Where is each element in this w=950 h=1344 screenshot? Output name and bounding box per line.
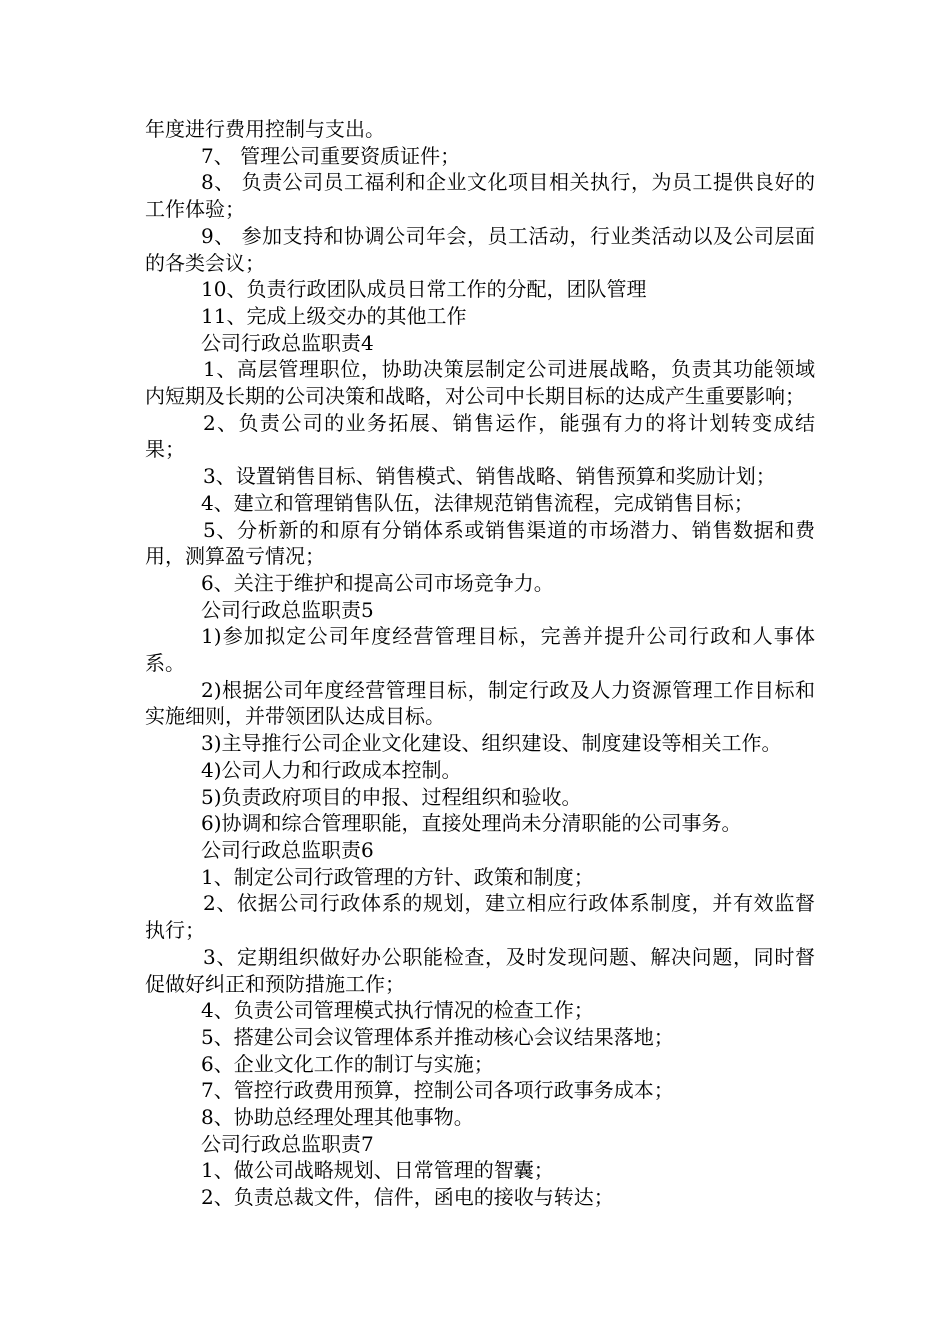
section-heading: 公司行政总监职责6 [201, 837, 374, 862]
list-item: 2、负责公司的业务拓展、销售运作，能强有力的将计划转变成结果； [145, 410, 815, 462]
list-item: 2、负责总裁文件，信件，函电的接收与转达； [201, 1185, 614, 1210]
list-item: 4、负责公司管理模式执行情况的检查工作； [201, 998, 594, 1023]
list-item: 8、协助总经理处理其他事物。 [201, 1105, 474, 1130]
list-item: 4)公司人力和行政成本控制。 [201, 757, 462, 782]
document-body [145, 116, 815, 1211]
list-item: 4、建立和管理销售队伍，法律规范销售流程，完成销售目标； [201, 490, 754, 515]
list-item: 10、负责行政团队成员日常工作的分配，团队管理 [201, 277, 647, 302]
list-item: 11、完成上级交办的其他工作 [201, 303, 467, 328]
list-item: 5、搭建公司会议管理体系并推动核心会议结果落地； [201, 1024, 674, 1049]
section-heading: 公司行政总监职责7 [201, 1131, 374, 1156]
list-item: 1、制定公司行政管理的方针、政策和制度； [201, 864, 594, 889]
list-item: 9、 参加支持和协调公司年会，员工活动，行业类活动以及公司层面的各类会议； [145, 223, 815, 275]
list-item: 5、分析新的和原有分销体系或销售渠道的市场潜力、销售数据和费用，测算盈亏情况； [145, 517, 815, 569]
list-item: 6、企业文化工作的制订与实施； [201, 1051, 494, 1076]
section-heading: 公司行政总监职责4 [201, 330, 374, 355]
list-item: 7、 管理公司重要资质证件； [201, 143, 461, 168]
list-item: 2)根据公司年度经营管理目标，制定行政及人力资源管理工作目标和实施细则，并带领团队达成目标。 [145, 677, 815, 729]
list-item: 2、依据公司行政体系的规划，建立相应行政体系制度，并有效监督执行； [145, 891, 815, 943]
list-item: 8、 负责公司员工福利和企业文化项目相关执行，为员工提供良好的工作体验； [145, 170, 815, 222]
list-item: 1、高层管理职位，协助决策层制定公司进展战略，负责其功能领域内短期及长期的公司决策和战略，对公司中长期目标的达成产生重要影响； [145, 357, 815, 409]
list-item: 3、设置销售目标、销售模式、销售战略、销售预算和奖励计划； [203, 464, 776, 489]
section-heading: 公司行政总监职责5 [201, 597, 374, 622]
list-item: 6、关注于维护和提高公司市场竞争力。 [201, 570, 554, 595]
list-item: 3、定期组织做好办公职能检查，及时发现问题、解决问题，同时督促做好纠正和预防措施工作； [145, 944, 815, 996]
list-item: 1、做公司战略规划、日常管理的智囊； [201, 1158, 554, 1183]
list-item: 7、管控行政费用预算，控制公司各项行政事务成本； [201, 1078, 674, 1103]
list-item: 3)主导推行公司企业文化建设、组织建设、制度建设等相关工作。 [201, 731, 782, 756]
paragraph-continuation: 年度进行费用控制与支出。 [145, 117, 385, 141]
list-item: 6)协调和综合管理职能，直接处理尚未分清职能的公司事务。 [201, 811, 742, 836]
list-item: 1)参加拟定公司年度经营管理目标，完善并提升公司行政和人事体系。 [145, 624, 815, 676]
list-item: 5)负责政府项目的申报、过程组织和验收。 [201, 784, 582, 809]
